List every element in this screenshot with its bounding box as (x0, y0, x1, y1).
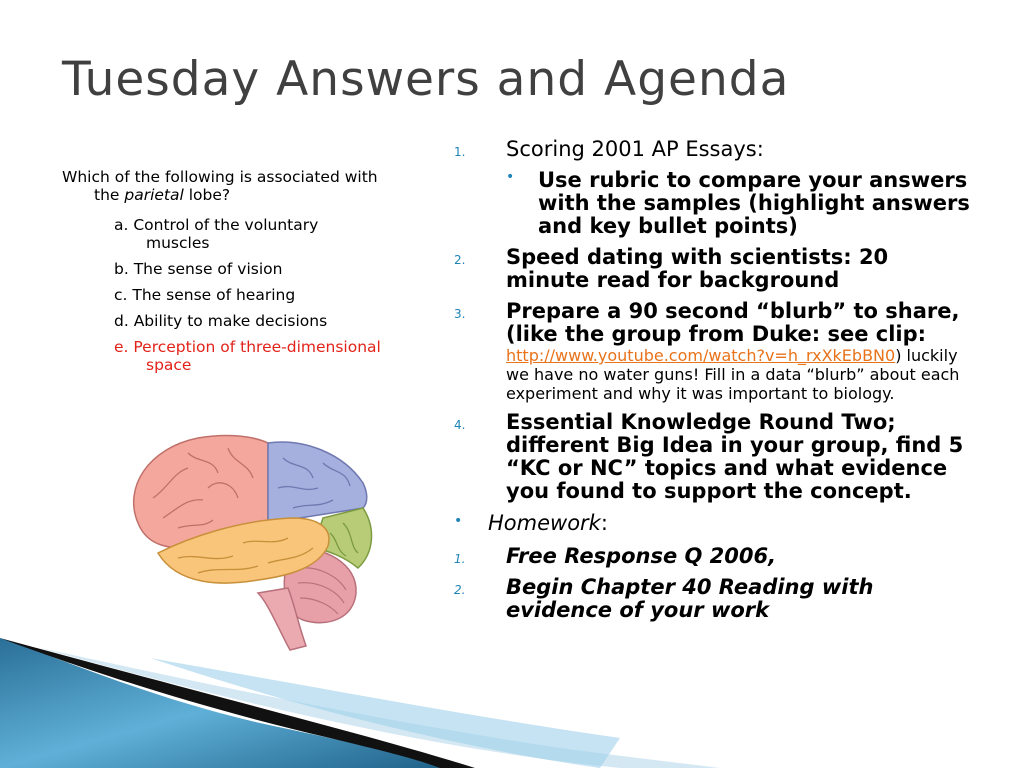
agenda-item-number: 2. (454, 253, 466, 267)
agenda-subitem-text: Use rubric to compare your answers with the samples (highlight answers and key bullet points) (538, 168, 970, 238)
agenda-item-2 (450, 246, 970, 292)
agenda-item-4 (450, 411, 970, 503)
agenda-item-text: Essential Knowledge Round Two; different Big Idea in your group, find 5 “KC or NC” topics and what evidence you found to support the concept. (506, 410, 964, 503)
answer-option-b: b. The sense of vision (114, 260, 283, 278)
agenda-item-detail (506, 346, 970, 403)
agenda-item-number: 4. (454, 418, 466, 432)
slide-title: Tuesday Answers and Agenda (62, 52, 790, 107)
agenda-item-1 (450, 138, 970, 238)
homework-colon: : (600, 511, 608, 535)
homework-item-number: 1. (454, 552, 466, 566)
brain-illustration (118, 428, 376, 656)
answer-option-e-correct: e. Perception of three-dimensional space (114, 338, 381, 374)
agenda-list (450, 138, 970, 630)
decorative-swoosh (0, 638, 1024, 768)
answer-option-a: a. Control of the voluntary muscles (114, 216, 319, 252)
bullet-icon: • (506, 169, 515, 185)
answer-option-d: d. Ability to make decisions (114, 312, 328, 330)
question-block (62, 168, 382, 382)
question-text (62, 168, 382, 204)
agenda-subitem (506, 169, 970, 238)
homework-item-1 (450, 545, 970, 568)
agenda-item-3 (450, 300, 970, 403)
agenda-item-number: 3. (454, 307, 466, 321)
agenda-item-text: Prepare a 90 second “blurb” to share, (like the group from Duke: see clip: (506, 299, 960, 346)
answer-option-c: c. The sense of hearing (114, 286, 296, 304)
question-text-end: lobe? (183, 186, 231, 204)
homework-label: Homework (488, 511, 601, 535)
homework-item-number: 2. (454, 583, 466, 597)
agenda-item-text: Scoring 2001 AP Essays: (506, 137, 764, 161)
agenda-item-text: Speed dating with scientists: 20 minute read for background (506, 245, 889, 292)
homework-item-2 (450, 576, 970, 622)
video-link[interactable]: http://www.youtube.com/watch?v=h_rxXkEbBN0 (506, 346, 896, 365)
homework-heading (450, 511, 970, 535)
homework-item-text: Begin Chapter 40 Reading with evidence of your work (506, 575, 874, 622)
question-text-part: Which of the following is associated with the (62, 168, 378, 204)
agenda-item-after: ) luckily we have no water guns! Fill in a data “blurb” about each experiment and why it was important to biology. (506, 346, 960, 403)
bullet-icon: • (454, 513, 463, 529)
agenda-item-number: 1. (454, 145, 466, 159)
question-italic-term: parietal (124, 186, 184, 204)
homework-item-text: Free Response Q 2006, (506, 544, 777, 568)
